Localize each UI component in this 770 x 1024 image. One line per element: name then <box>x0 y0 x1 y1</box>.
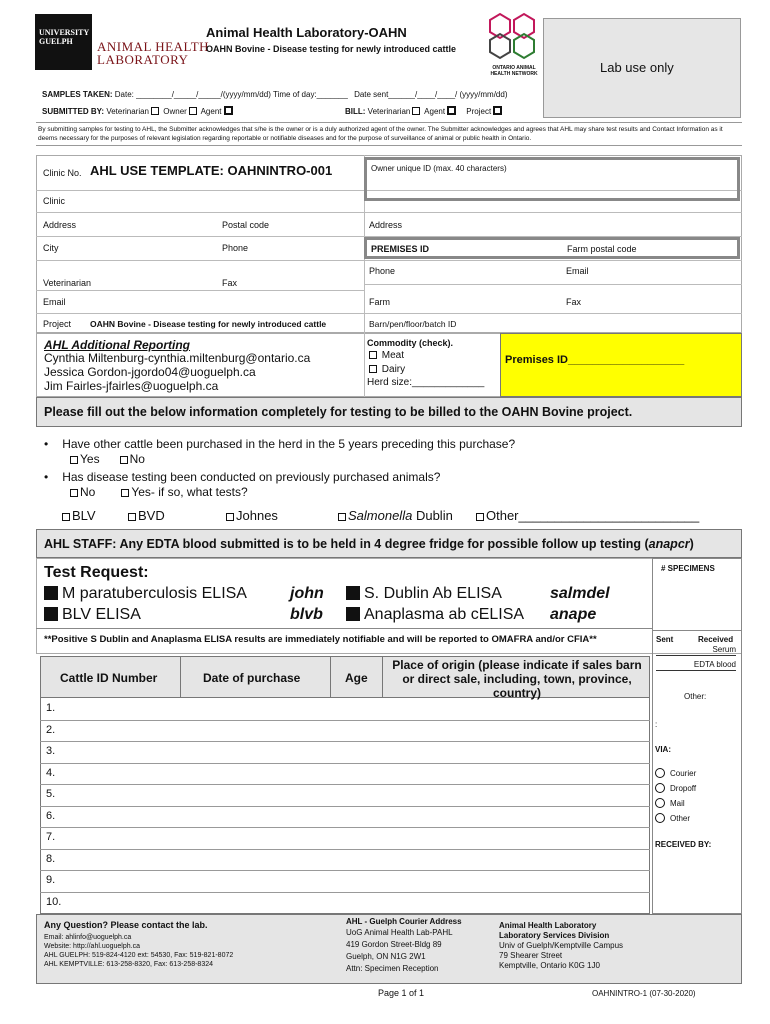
table-row[interactable]: 10. <box>46 896 62 908</box>
kemptville-line-3: Kemptville, Ontario K0G 1J0 <box>499 961 600 970</box>
footer-email: Email: ahlinfo@uoguelph.ca <box>44 934 132 941</box>
courier-radio[interactable] <box>655 768 665 778</box>
sent-label: Sent <box>656 635 674 644</box>
test-blv-elisa[interactable]: BLV ELISA <box>44 606 141 624</box>
via-courier[interactable]: Courier <box>655 768 696 779</box>
farm-address-field[interactable]: Address <box>369 220 403 230</box>
address-field[interactable]: Address <box>43 220 77 230</box>
bill-row: BILL: Veterinarian Agent Project <box>345 106 504 117</box>
billing-note-bar <box>36 397 742 427</box>
test-request-title: Test Request: <box>44 564 149 581</box>
table-row[interactable]: 6. <box>46 810 56 822</box>
test-anaplasma-elisa[interactable]: Anaplasma ab cELISA <box>346 606 524 624</box>
courier-line-3: Guelph, ON N1G 2W1 <box>346 952 426 961</box>
submitted-agent-checkbox[interactable] <box>224 106 233 115</box>
question-1: • Have other cattle been purchased in the herd in the 5 years preceding this purchase? <box>44 437 516 451</box>
test-code-anape: anape <box>550 606 597 623</box>
specimen-colon: : <box>655 720 658 729</box>
university-logo: UNIVERSITY GUELPH <box>35 14 92 70</box>
submitted-by-row: SUBMITTED BY: Veterinarian Owner Agent <box>42 106 235 117</box>
table-row[interactable]: 7. <box>46 831 56 843</box>
johnes-checkbox[interactable] <box>226 513 234 521</box>
commodity-meat[interactable]: Meat <box>367 350 404 362</box>
postal-code-field[interactable]: Postal code <box>222 220 270 230</box>
page-number: Page 1 of 1 <box>378 988 425 998</box>
farm-field[interactable]: Farm <box>369 297 390 307</box>
reporting-contact-2: Jessica Gordon-jgordo04@uoguelph.ca <box>44 365 256 379</box>
template-id: AHL USE TEMPLATE: OAHNINTRO-001 <box>90 163 333 178</box>
lab-use-label: Lab use only <box>600 60 674 75</box>
question-1-answers: Yes No <box>68 452 145 466</box>
bvd-checkbox[interactable] <box>128 513 136 521</box>
specimens-title: # SPECIMENS <box>661 564 715 573</box>
bill-project-checkbox[interactable] <box>493 106 502 115</box>
via-other[interactable]: Other <box>655 813 690 824</box>
oahn-logo: ONTARIO ANIMAL HEALTH NETWORK <box>486 12 542 74</box>
edta-count-field[interactable]: EDTA blood <box>656 660 736 671</box>
premises-id-highlight[interactable]: Premises ID___________________ <box>500 333 742 397</box>
dropoff-radio[interactable] <box>655 783 665 793</box>
email-field[interactable]: Email <box>43 297 66 307</box>
disclaimer: By submitting samples for testing to AHL, the Submitter acknowledges that s/he is the owner or is a duly authorized agent of the owner. The Submitter acknowledges and agrees that AHL may share test results and Contact Information as it deems necessary for the purposes of relevant legislation regarding reportable or notifiable diseases and for the purpose of surveillance of animal or public health in Ontario. <box>36 122 742 146</box>
courier-line-1: UoG Animal Health Lab-PAHL <box>346 928 453 937</box>
clinic-field[interactable]: Clinic <box>43 196 66 206</box>
table-row[interactable]: 9. <box>46 874 56 886</box>
test-code-john: john <box>290 585 324 602</box>
owner-id-field[interactable]: Owner unique ID (max. 40 characters) <box>364 157 740 201</box>
question-2-answers: No Yes- if so, what tests? <box>68 485 248 499</box>
courier-title: AHL - Guelph Courier Address <box>346 917 462 926</box>
commodity-dairy[interactable]: Dairy <box>367 364 405 376</box>
anaplasma-checkbox[interactable] <box>346 607 360 621</box>
submitted-owner-checkbox[interactable] <box>189 107 197 115</box>
other-test-checkbox[interactable] <box>476 513 484 521</box>
kemptville-title-2: Laboratory Services Division <box>499 931 610 940</box>
form-code: OAHNINTRO-1 (07-30-2020) <box>592 989 696 998</box>
courier-line-2: 419 Gordon Street-Bldg 89 <box>346 940 442 949</box>
time-of-day-field[interactable]: Time of day:_______ <box>272 90 348 99</box>
project-label: Project <box>43 319 72 329</box>
via-label: VIA: <box>655 745 671 754</box>
table-row[interactable]: 5. <box>46 788 56 800</box>
date-sent-field[interactable]: Date sent______/____/____/ (yyyy/mm/dd) <box>354 90 508 99</box>
kemptville-line-1: Univ of Guelph/Kemptville Campus <box>499 941 624 950</box>
question-2: • Has disease testing been conducted on previously purchased animals? <box>44 470 441 484</box>
ahl-logo: ANIMAL HEALTH LABORATORY <box>97 39 210 67</box>
reporting-title: AHL Additional Reporting <box>44 338 190 352</box>
farm-fax-field[interactable]: Fax <box>566 297 582 307</box>
table-row[interactable]: 3. <box>46 745 56 757</box>
footer-kemptville-phone: AHL KEMPTVILLE: 613-258-8320, Fax: 613-258-8324 <box>44 961 214 968</box>
bill-agent-checkbox[interactable] <box>447 106 456 115</box>
q2-no-checkbox[interactable] <box>70 489 78 497</box>
staff-note-bar <box>36 529 742 558</box>
other-specimen-field[interactable]: Other: <box>684 692 707 701</box>
veterinarian-field[interactable]: Veterinarian <box>43 278 92 288</box>
submitted-vet-checkbox[interactable] <box>151 107 159 115</box>
test-code-salmdel: salmdel <box>550 585 610 602</box>
q1-yes-checkbox[interactable] <box>70 456 78 464</box>
table-row[interactable]: 4. <box>46 767 56 779</box>
billing-note: Please fill out the below information completely for testing to be billed to the OAHN Bovine project. <box>44 405 633 419</box>
date-taken-field[interactable]: Date: ________/_____/_____/(yyyy/mm/dd) <box>114 90 271 99</box>
dairy-checkbox[interactable] <box>369 365 377 373</box>
specimens-panel <box>652 558 742 914</box>
phone-field[interactable]: Phone <box>222 243 249 253</box>
received-by-label: RECEIVED BY: <box>655 840 712 849</box>
table-row[interactable]: 2. <box>46 724 56 736</box>
city-field[interactable]: City <box>43 243 59 253</box>
barn-id-field[interactable]: Barn/pen/floor/batch ID <box>369 319 457 329</box>
kemptville-title-1: Animal Health Laboratory <box>499 921 597 930</box>
table-row[interactable]: 1. <box>46 702 56 714</box>
footer-question: Any Question? Please contact the lab. <box>44 920 208 930</box>
q2-yes-checkbox[interactable] <box>121 489 129 497</box>
form-subtitle: OAHN Bovine - Disease testing for newly introduced cattle <box>206 44 457 54</box>
premises-id-field[interactable]: PREMISES ID Farm postal code <box>364 237 740 259</box>
reporting-contact-1: Cynthia Miltenburg-cynthia.miltenburg@ontario.ca <box>44 351 311 365</box>
samples-taken-row: SAMPLES TAKEN: Date: ________/_____/_____/(yyyy/mm/dd) Time of day:_______ Date sent______/____/____/ (yyyy/mm/dd) <box>42 90 508 99</box>
col-date-purchase: Date of purchase <box>203 671 301 685</box>
table-row[interactable]: 8. <box>46 853 56 865</box>
farm-phone-field[interactable]: Phone <box>369 266 396 276</box>
mpara-checkbox[interactable] <box>44 586 58 600</box>
reporting-contact-3: Jim Fairles-jfairles@uoguelph.ca <box>44 379 219 393</box>
project-value: OAHN Bovine - Disease testing for newly introduced cattle <box>90 319 327 329</box>
salmonella-checkbox[interactable] <box>338 513 346 521</box>
received-label: Received <box>698 635 734 644</box>
test-sdublin-elisa[interactable]: S. Dublin Ab ELISA <box>346 585 502 603</box>
notifiable-note: **Positive S Dublin and Anaplasma ELISA results are immediately notifiable and will be reported to OMAFRA and/or CFIA** <box>44 634 597 645</box>
commodity-title: Commodity (check). <box>367 338 454 348</box>
mail-radio[interactable] <box>655 798 665 808</box>
form-title: Animal Health Laboratory-OAHN <box>206 25 407 40</box>
fax-field[interactable]: Fax <box>222 278 238 288</box>
blv-checkbox[interactable] <box>62 513 70 521</box>
clinic-no-label: Clinic No. <box>43 168 82 178</box>
blv-elisa-checkbox[interactable] <box>44 607 58 621</box>
footer-website: Website: http://ahl.uoguelph.ca <box>44 943 140 950</box>
via-dropoff[interactable]: Dropoff <box>655 783 696 794</box>
other-radio[interactable] <box>655 813 665 823</box>
kemptville-line-2: 79 Shearer Street <box>499 951 563 960</box>
sdublin-checkbox[interactable] <box>346 586 360 600</box>
col-age: Age <box>345 671 368 685</box>
col-place-origin: Place of origin (please indicate if sales barn or direct sale, including, town, province, country) <box>392 658 642 700</box>
bill-vet-checkbox[interactable] <box>412 107 420 115</box>
lab-use-box <box>543 18 741 118</box>
test-code-blvb: blvb <box>290 606 323 623</box>
q1-no-checkbox[interactable] <box>120 456 128 464</box>
col-cattle-id: Cattle ID Number <box>60 671 158 685</box>
staff-note: AHL STAFF: Any EDTA blood submitted is to be held in 4 degree fridge for possible follow up testing (anapcr) <box>44 537 694 551</box>
meat-checkbox[interactable] <box>369 351 377 359</box>
via-mail[interactable]: Mail <box>655 798 685 809</box>
courier-line-4: Attn: Specimen Reception <box>346 964 439 973</box>
farm-email-field[interactable]: Email <box>566 266 589 276</box>
test-mpara-elisa[interactable]: M paratuberculosis ELISA <box>44 585 247 603</box>
footer-guelph-phone: AHL GUELPH: 519-824-4120 ext: 54530, Fax: 519-821-8072 <box>44 952 234 959</box>
herd-size-field[interactable]: Herd size:_____________ <box>367 377 485 388</box>
serum-count-field[interactable]: Serum <box>656 645 736 656</box>
